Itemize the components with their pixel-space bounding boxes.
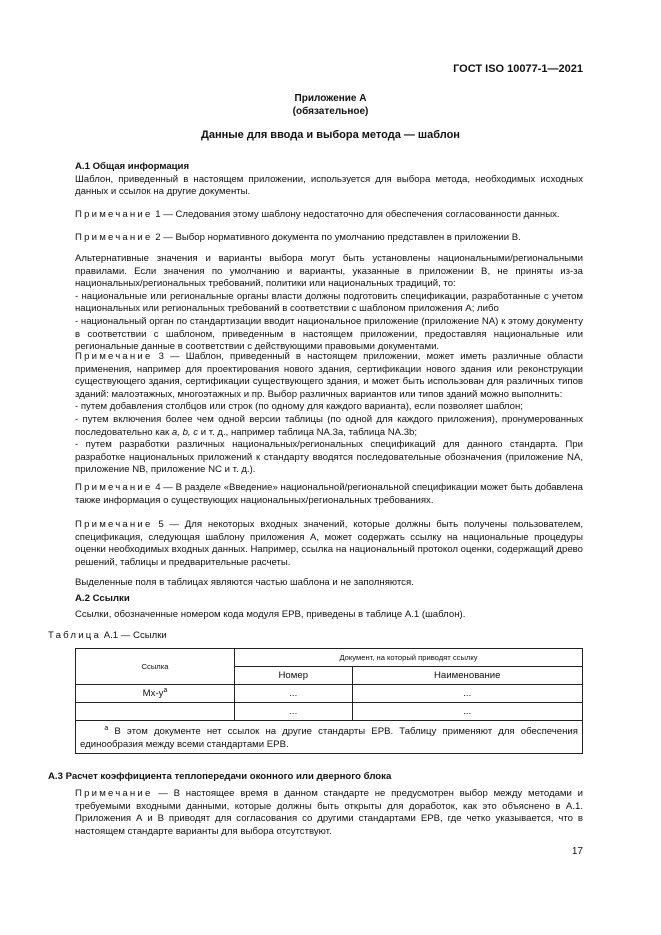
table-header: Ссылка <box>76 649 235 685</box>
note-label: Примечание <box>75 232 153 243</box>
note-text: — В настоящее время в данном стандарте не предусмотрен выбор между методами и требуемыми входными данными, которые должны быть открыты для доработок, как это объяснено в А.1. Приложения А и В приводят для согласования со другими стандартами ЕРВ, где четко указывается, что в настоящем стандарте варианты для выбора отсутствуют. <box>75 788 583 837</box>
note-text: 3 — Шаблон, приведенный в настоящем приложении, может иметь различные области применения, например для проектирования нового здания, сертификации нового здания или реконструкции существующего здания, сертификации существующего здания, и может быть использован для различных типов зданий: малоэтажных, многоэтажных и пр. Выбор различных вариантов или типов зданий можно выполнить: <box>75 351 583 400</box>
section-a2 <box>75 593 583 621</box>
note-2 <box>75 232 583 245</box>
table-cell: ... <box>352 703 582 721</box>
note-label: Примечание <box>75 209 153 220</box>
paragraph: - национальный орган по стандартизации вводит национальное приложение (приложение NA) к этому документу в соответствии с шаблоном, приведенным в настоящем приложении, предоставляя национальные или региональные данные в соответствии с действующими правовыми документами. <box>75 315 583 353</box>
table-row <box>76 685 583 703</box>
table-cell: ... <box>235 703 353 721</box>
note-text: 4 — В разделе «Введение» национальной/региональной спецификации может быть добавлена также информация о существующих национальных/региональных требованиях. <box>75 482 583 506</box>
paragraph: - путем разработки различных национальных/региональных спецификаций для данного стандарта. При разработке национальных приложений к стандарту вводятся последовательные обозначения (приложение NA, приложение NB, приложение NC и т. д.). <box>75 439 583 476</box>
annex-title: Данные для ввода и выбора метода — шаблон <box>201 129 460 141</box>
table-caption-text: А.1 — Ссылки <box>103 630 167 641</box>
paragraph: - национальные или региональные органы власти должны подготовить спецификации, разработанные с учетом национальных или региональных требований в соответствии с шаблоном приложения А; либо <box>75 290 583 315</box>
page-number: 17 <box>571 846 583 857</box>
section-heading: А.1 Общая информация <box>75 161 190 172</box>
section-heading: А.2 Ссылки <box>75 593 130 604</box>
annex-status: (обязательное) <box>292 106 369 117</box>
table-row <box>76 721 583 754</box>
table-cell: $Mx-y^a$ <box>76 685 235 703</box>
note-label: Примечание <box>75 519 153 530</box>
note-3 <box>75 351 583 477</box>
standard-id: ГОСТ ISO 10077-1—2021 <box>453 63 583 75</box>
note-label: Примечание <box>75 351 153 362</box>
note-text: - путем включения более чем одной версии таблицы (по одной для каждого приложения), пронумерованных последовательно как <box>75 413 583 438</box>
table-footnote: $^a$ В этом документе нет ссылок на другие стандарты ЕРВ. Таблицу применяют для обеспечения единообразия между всеми стандартами ЕРВ. <box>76 721 583 754</box>
note-a3 <box>75 788 583 838</box>
table-caption-word: Таблица <box>48 630 102 641</box>
table-caption <box>48 630 167 641</box>
italic-letters: a, b, c <box>171 426 199 438</box>
table-cell <box>76 703 235 721</box>
section-a3 <box>48 771 583 784</box>
table-row <box>76 649 583 667</box>
table-row <box>76 703 583 721</box>
note-label: Примечание <box>75 482 153 493</box>
alternatives-block <box>75 253 583 354</box>
section-heading: А.3 Расчет коэффициента теплопередачи оконного или дверного блока <box>48 771 392 782</box>
table-cell: ... <box>235 685 353 703</box>
note-text: 2 — Выбор нормативного документа по умолчанию представлен в приложении В. <box>155 232 521 243</box>
note-5 <box>75 519 583 569</box>
table-subheader: Наименование <box>352 667 582 685</box>
references-table <box>75 648 583 754</box>
annex-label: Приложение А <box>294 93 367 104</box>
table-cell: ... <box>352 685 582 703</box>
paragraph: Ссылки, обозначенные номером кода модуля ЕРВ, приведены в таблице А.1 (шаблон). <box>75 608 466 620</box>
paragraph: Выделенные поля в таблицах являются частью шаблона и не заполняются. <box>75 577 414 588</box>
note-label: Примечание <box>75 788 153 799</box>
paragraph: Шаблон, приведенный в настоящем приложении, используется для выбора метода, необходимых исходных данных и ссылок на другие документы. <box>75 173 583 198</box>
paragraph: - путем добавления столбцов или строк (по одному для каждого варианта), если позволяет шаблон; <box>75 401 523 413</box>
note-4 <box>75 482 583 507</box>
paragraph: Альтернативные значения и варианты выбора могут быть установлены национальными/региональными правилами. Если значения по умолчанию и варианты, указанные в приложении В, не приняты из-за национальных/региональных требований, политики или национальных традиций, то: <box>75 253 583 290</box>
note-text: 5 — Для некоторых входных значений, которые должны быть получены пользователем, спецификация, следующая шаблону приложения А, может содержать ссылку на национальные процедуры оценки необходимых входных данных. Например, ссылка на национальный протокол оценки, содержащий древо решений, таблицы и предварительные расчеты. <box>75 519 584 568</box>
note-1 <box>75 209 583 222</box>
note-text: 1 — Следования этому шаблону недостаточно для обеспечения согласованности данных. <box>155 209 560 220</box>
note-text: и т. д., например таблица NA.3a, таблица NA.3b; <box>198 426 418 438</box>
highlight-note <box>75 577 583 590</box>
table-subheader: Номер <box>235 667 353 685</box>
table-header: Документ, на который приводят ссылку <box>235 649 583 667</box>
section-a1 <box>75 161 583 199</box>
